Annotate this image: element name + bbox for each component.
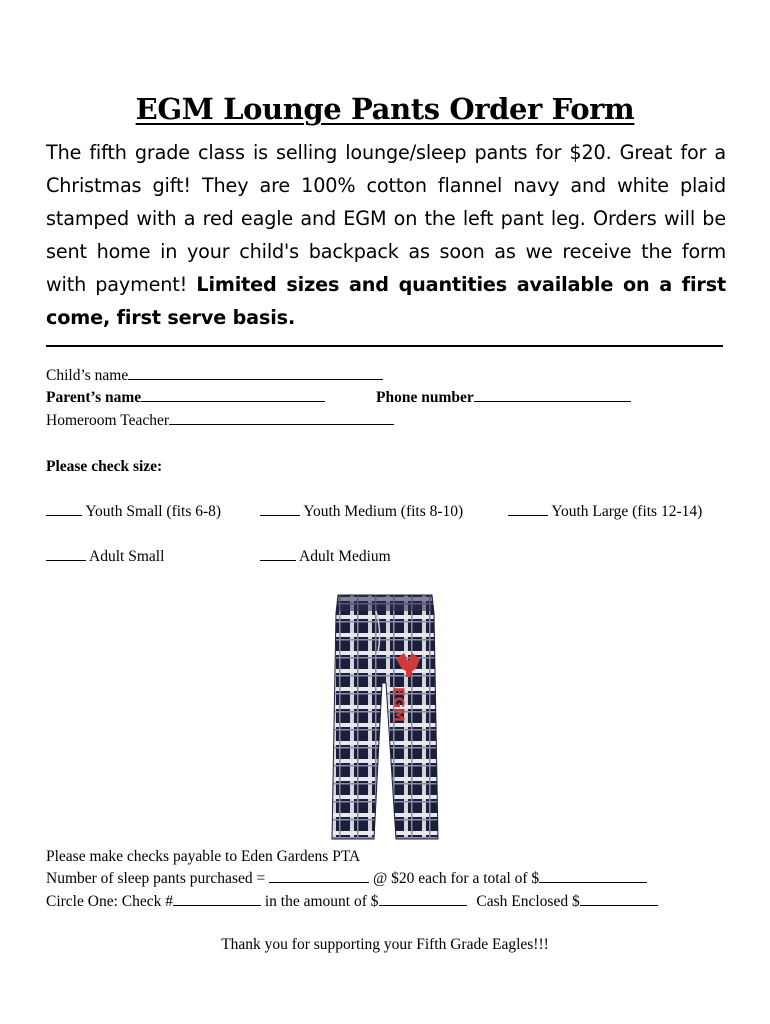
size-option	[260, 503, 463, 521]
phone-number-label: Phone number	[376, 389, 474, 406]
phone-number-field[interactable]	[474, 389, 631, 402]
amount-label: in the amount of $	[264, 893, 379, 910]
circle-one-check-label: Circle One: Check #	[46, 893, 173, 910]
check-number-field[interactable]	[173, 893, 261, 906]
size-option	[260, 548, 391, 566]
intro-bold-text: Limited sizes and quantities available on a first come, first serve basis.	[46, 273, 726, 329]
homeroom-teacher-label: Homeroom Teacher	[46, 412, 170, 429]
size-option	[508, 503, 702, 521]
phone-number-row	[376, 389, 631, 407]
intro-paragraph	[46, 136, 726, 334]
egm-leg-text: EGM	[390, 687, 406, 722]
check-amount-field[interactable]	[379, 893, 467, 906]
parent-name-label: Parent’s name	[46, 389, 142, 406]
quantity-row	[46, 870, 647, 888]
plaid-pants-image	[326, 591, 444, 843]
size-checkbox-youth-large[interactable]	[508, 503, 548, 516]
total-field[interactable]	[539, 870, 647, 883]
child-name-field[interactable]	[128, 367, 383, 380]
quantity-label: Number of sleep pants purchased =	[46, 870, 266, 887]
payment-method-row	[46, 893, 658, 911]
size-option	[46, 548, 164, 566]
child-name-row	[46, 367, 383, 385]
size-checkbox-adult-medium[interactable]	[260, 548, 296, 561]
size-label-adult-small: Adult Small	[89, 548, 165, 565]
size-checkbox-youth-small[interactable]	[46, 503, 82, 516]
size-option	[46, 503, 221, 521]
child-name-label: Child’s name	[46, 367, 129, 384]
each-total-label: @ $20 each for a total of $	[372, 870, 540, 887]
parent-name-field[interactable]	[141, 389, 325, 402]
form-title: EGM Lounge Pants Order Form	[135, 92, 635, 126]
size-checkbox-youth-medium[interactable]	[260, 503, 300, 516]
size-label-adult-medium: Adult Medium	[299, 548, 391, 565]
size-checkbox-adult-small[interactable]	[46, 548, 86, 561]
size-label-youth-medium: Youth Medium (fits 8-10)	[303, 503, 464, 520]
quantity-field[interactable]	[269, 870, 369, 883]
cash-enclosed-label: Cash Enclosed $	[476, 893, 580, 910]
cash-enclosed-field[interactable]	[580, 893, 658, 906]
payable-text: Please make checks payable to Eden Gardens PTA	[46, 848, 361, 865]
homeroom-teacher-row	[46, 412, 394, 430]
intro-text: The fifth grade class is selling lounge/sleep pants for $20. Great for a Christmas gift! They are 100% cotton flannel navy and white plaid stamped with a red eagle and EGM on the left pant leg. Orders will be sent home in your child's backpack as soon as we receive the form with payment!	[46, 141, 726, 296]
homeroom-teacher-field[interactable]	[169, 412, 394, 425]
pants-body	[332, 595, 438, 839]
parent-name-row	[46, 389, 325, 407]
size-label-youth-small: Youth Small (fits 6-8)	[85, 503, 222, 520]
size-prompt: Please check size:	[46, 458, 163, 475]
section-divider	[46, 345, 723, 347]
size-label-youth-large: Youth Large (fits 12-14)	[551, 503, 703, 520]
thank-you-text: Thank you for supporting your Fifth Grade Eagles!!!	[221, 936, 549, 953]
